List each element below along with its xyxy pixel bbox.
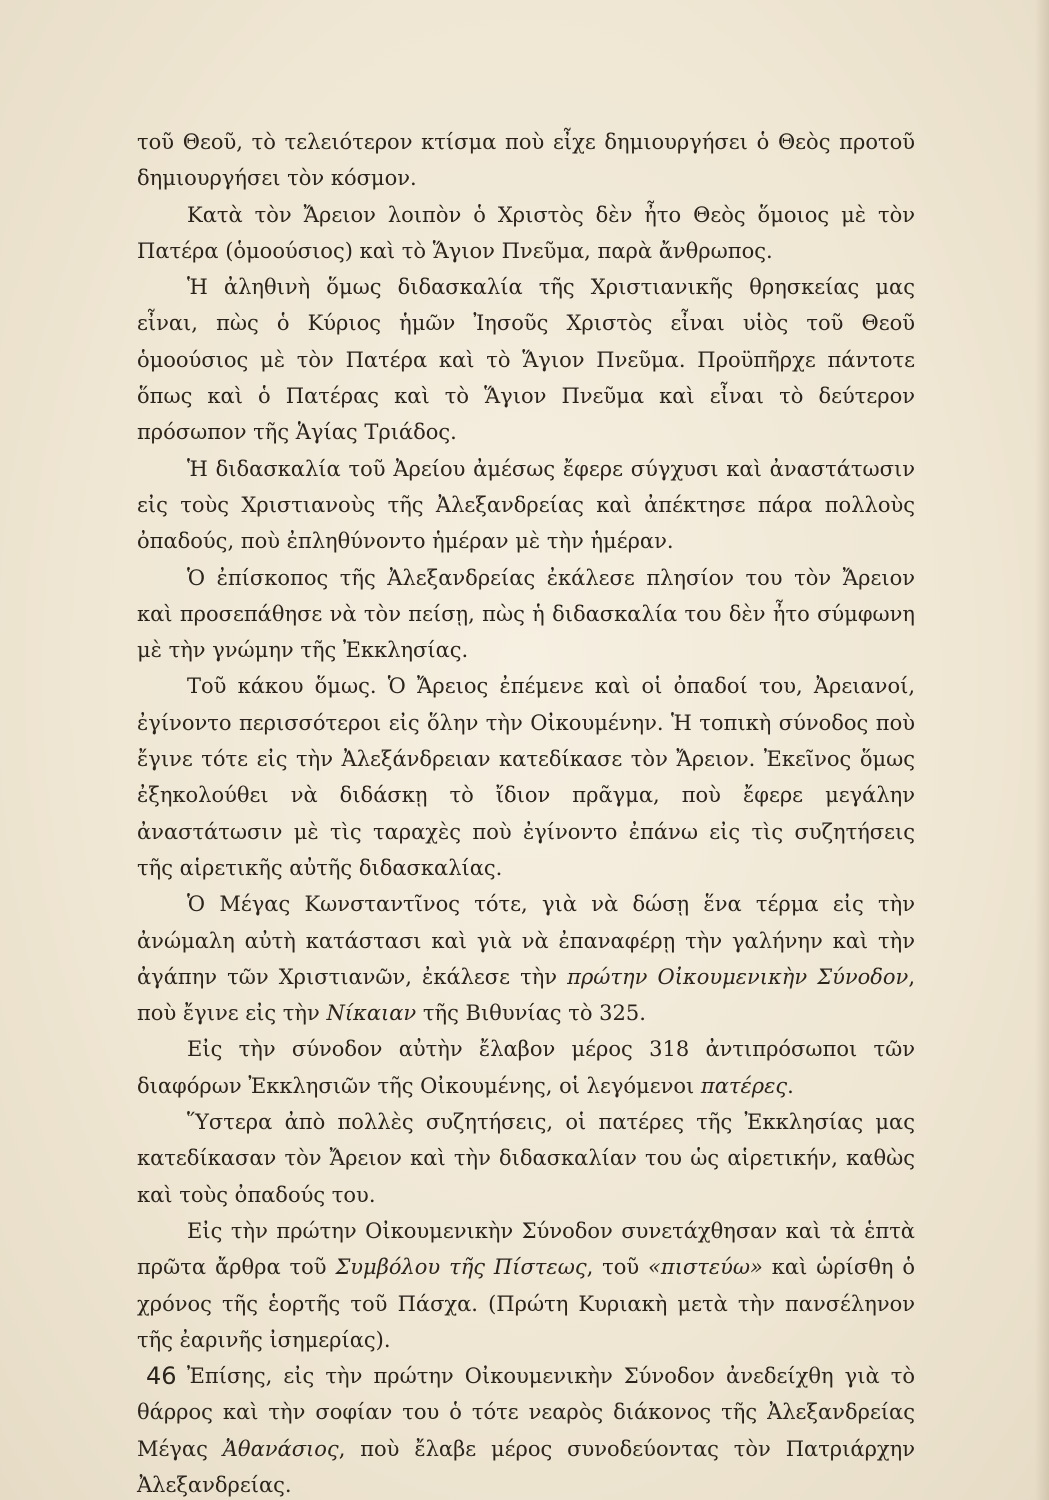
italic-text-run: Συμβόλου τῆς Πίστεως bbox=[335, 1255, 587, 1280]
text-run: τῆς Βιθυνίας τὸ 325. bbox=[416, 1001, 646, 1026]
paragraph bbox=[137, 124, 915, 197]
text-run: Τοῦ κάκου ὅμως. Ὁ Ἄρειος ἐπέμενε καὶ οἱ ὀπαδοί του, Ἀρειανοί, ἐγίνοντο περισσότεροι εἰς ὅλην τὴν Οἰκουμένην. Ἡ τοπικὴ σύνοδος ποὺ ἔγινε τότε εἰς τὴν Ἀλεξάνδρειαν κατεδίκασε τὸν Ἄρειον. Ἐκεῖνος ὅμως ἐξηκολούθει νὰ διδάσκῃ τὸ ἴδιον πρᾶγμα, ποὺ ἔφερε μεγάλην ἀναστάτωσιν μὲ τὶς ταραχὲς ποὺ ἐγίνοντο ἐπάνω εἰς τὶς συζητήσεις τῆς αἱρετικῆς αὐτῆς διδασκαλίας. bbox=[137, 674, 915, 880]
paragraph bbox=[137, 1213, 915, 1358]
body-text bbox=[137, 124, 915, 1500]
paragraph bbox=[137, 1104, 915, 1213]
text-run: Ὕστερα ἀπὸ πολλὲς συζητήσεις, οἱ πατέρες τῆς Ἐκκλησίας μας κατεδίκασαν τὸν Ἄρειον καὶ τὴν διδασκαλίαν του ὡς αἱρετικήν, καθὼς καὶ τοὺς ὀπαδούς του. bbox=[137, 1110, 915, 1207]
italic-text-run: Νίκαιαν bbox=[326, 1001, 417, 1026]
italic-text-run: «πιστεύω» bbox=[648, 1255, 763, 1280]
italic-text-run: Ἀθανάσιος bbox=[222, 1436, 339, 1461]
paragraph bbox=[137, 560, 915, 669]
paragraph bbox=[137, 886, 915, 1031]
text-run: Ὁ Μέγας Κωνσταντῖνος τότε, γιὰ νὰ δώσῃ ἕνα τέρμα εἰς τὴν ἀνώμαλη αὐτὴ κατάστασι καὶ γιὰ νὰ ἐπαναφέρῃ τὴν γαλήνην καὶ τὴν ἀγάπην τῶν Χριστιανῶν, ἐκάλεσε τὴν bbox=[137, 892, 915, 989]
text-run: τοῦ Θεοῦ, τὸ τελειότερον κτίσμα ποὺ εἶχε δημιουργήσει ὁ Θεὸς προτοῦ δημιουργήσει τὸν κόσμον. bbox=[137, 130, 915, 191]
text-run: καὶ ὡρίσθη ὁ χρόνος τῆς ἑορτῆς τοῦ Πάσχα. (Πρώτη Κυριακὴ μετὰ τὴν πανσέληνον τῆς ἐαρινῆς ἰσημερίας). bbox=[137, 1255, 915, 1352]
paragraph bbox=[137, 1031, 915, 1104]
text-run: , ποὺ ἔλαβε μέρος συνοδεύοντας τὸν Πατριάρχην Ἀλεξανδρείας. bbox=[137, 1436, 915, 1497]
text-run: . bbox=[787, 1073, 794, 1098]
paragraph bbox=[137, 1358, 915, 1500]
italic-text-run: πατέρες bbox=[700, 1073, 788, 1098]
text-run: Εἰς τὴν σύνοδον αὐτὴν ἔλαβον μέρος 318 ἀντιπρόσωποι τῶν διαφόρων Ἐκκλησιῶν τῆς Οἰκουμένης, οἱ λεγόμενοι bbox=[137, 1037, 915, 1098]
text-run: Κατὰ τὸν Ἄρειον λοιπὸν ὁ Χριστὸς δὲν ἦτο Θεὸς ὅμοιος μὲ τὸν Πατέρα (ὁμοούσιος) καὶ τὸ Ἅγιον Πνεῦμα, παρὰ ἄνθρωπος. bbox=[137, 202, 915, 263]
page-edge-shadow bbox=[1035, 0, 1049, 1500]
text-run: , τοῦ bbox=[586, 1255, 649, 1280]
text-run: Ὁ ἐπίσκοπος τῆς Ἀλεξανδρείας ἐκάλεσε πλησίον του τὸν Ἄρειον καὶ προσεπάθησε νὰ τὸν πείσῃ, πὼς ἡ διδασκαλία του δὲν ἦτο σύμφωνη μὲ τὴν γνώμην τῆς Ἐκκλησίας. bbox=[137, 565, 915, 663]
text-run: Ἡ διδασκαλία τοῦ Ἀρείου ἀμέσως ἔφερε σύγχυσι καὶ ἀναστάτωσιν εἰς τοὺς Χριστιανοὺς τῆς Ἀλεξανδρείας καὶ ἀπέκτησε πάρα πολλοὺς ὀπαδούς, ποὺ ἐπληθύνοντο ἡμέραν μὲ τὴν ἡμέραν. bbox=[137, 456, 915, 554]
paragraph bbox=[137, 668, 915, 886]
text-run: Ἡ ἀληθινὴ ὅμως διδασκαλία τῆς Χριστιανικῆς θρησκείας μας εἶναι, πὼς ὁ Κύριος ἡμῶν Ἰησοῦς Χριστὸς εἶναι υἱὸς τοῦ Θεοῦ ὁμοούσιος μὲ τὸν Πατέρα καὶ τὸ Ἅγιον Πνεῦμα. Προϋπῆρχε πάντοτε ὅπως καὶ ὁ Πατέρας καὶ τὸ Ἅγιον Πνεῦμα καὶ εἶναι τὸ δεύτερον πρόσωπον τῆς Ἁγίας Τριάδος. bbox=[137, 275, 915, 445]
paragraph bbox=[137, 269, 915, 450]
paragraph bbox=[137, 197, 915, 270]
page-number: 46 bbox=[146, 1362, 177, 1390]
text-run: Εἰς τὴν πρώτην Οἰκουμενικὴν Σύνοδον συνετάχθησαν καὶ τὰ ἑπτὰ πρῶτα ἄρθρα τοῦ bbox=[137, 1218, 915, 1280]
text-run: , ποὺ ἔγινε εἰς τὴν bbox=[137, 964, 915, 1026]
paragraph bbox=[137, 451, 915, 560]
text-run: Ἐπίσης, εἰς τὴν πρώτην Οἰκουμενικὴν Σύνοδον ἀνεδείχθη γιὰ τὸ θάρρος καὶ τὴν σοφίαν του ὁ τότε νεαρὸς διάκονος τῆς Ἀλεξανδρείας Μέγας bbox=[137, 1364, 915, 1461]
italic-text-run: πρώτην Οἰκουμενικὴν Σύνοδον bbox=[567, 964, 909, 989]
